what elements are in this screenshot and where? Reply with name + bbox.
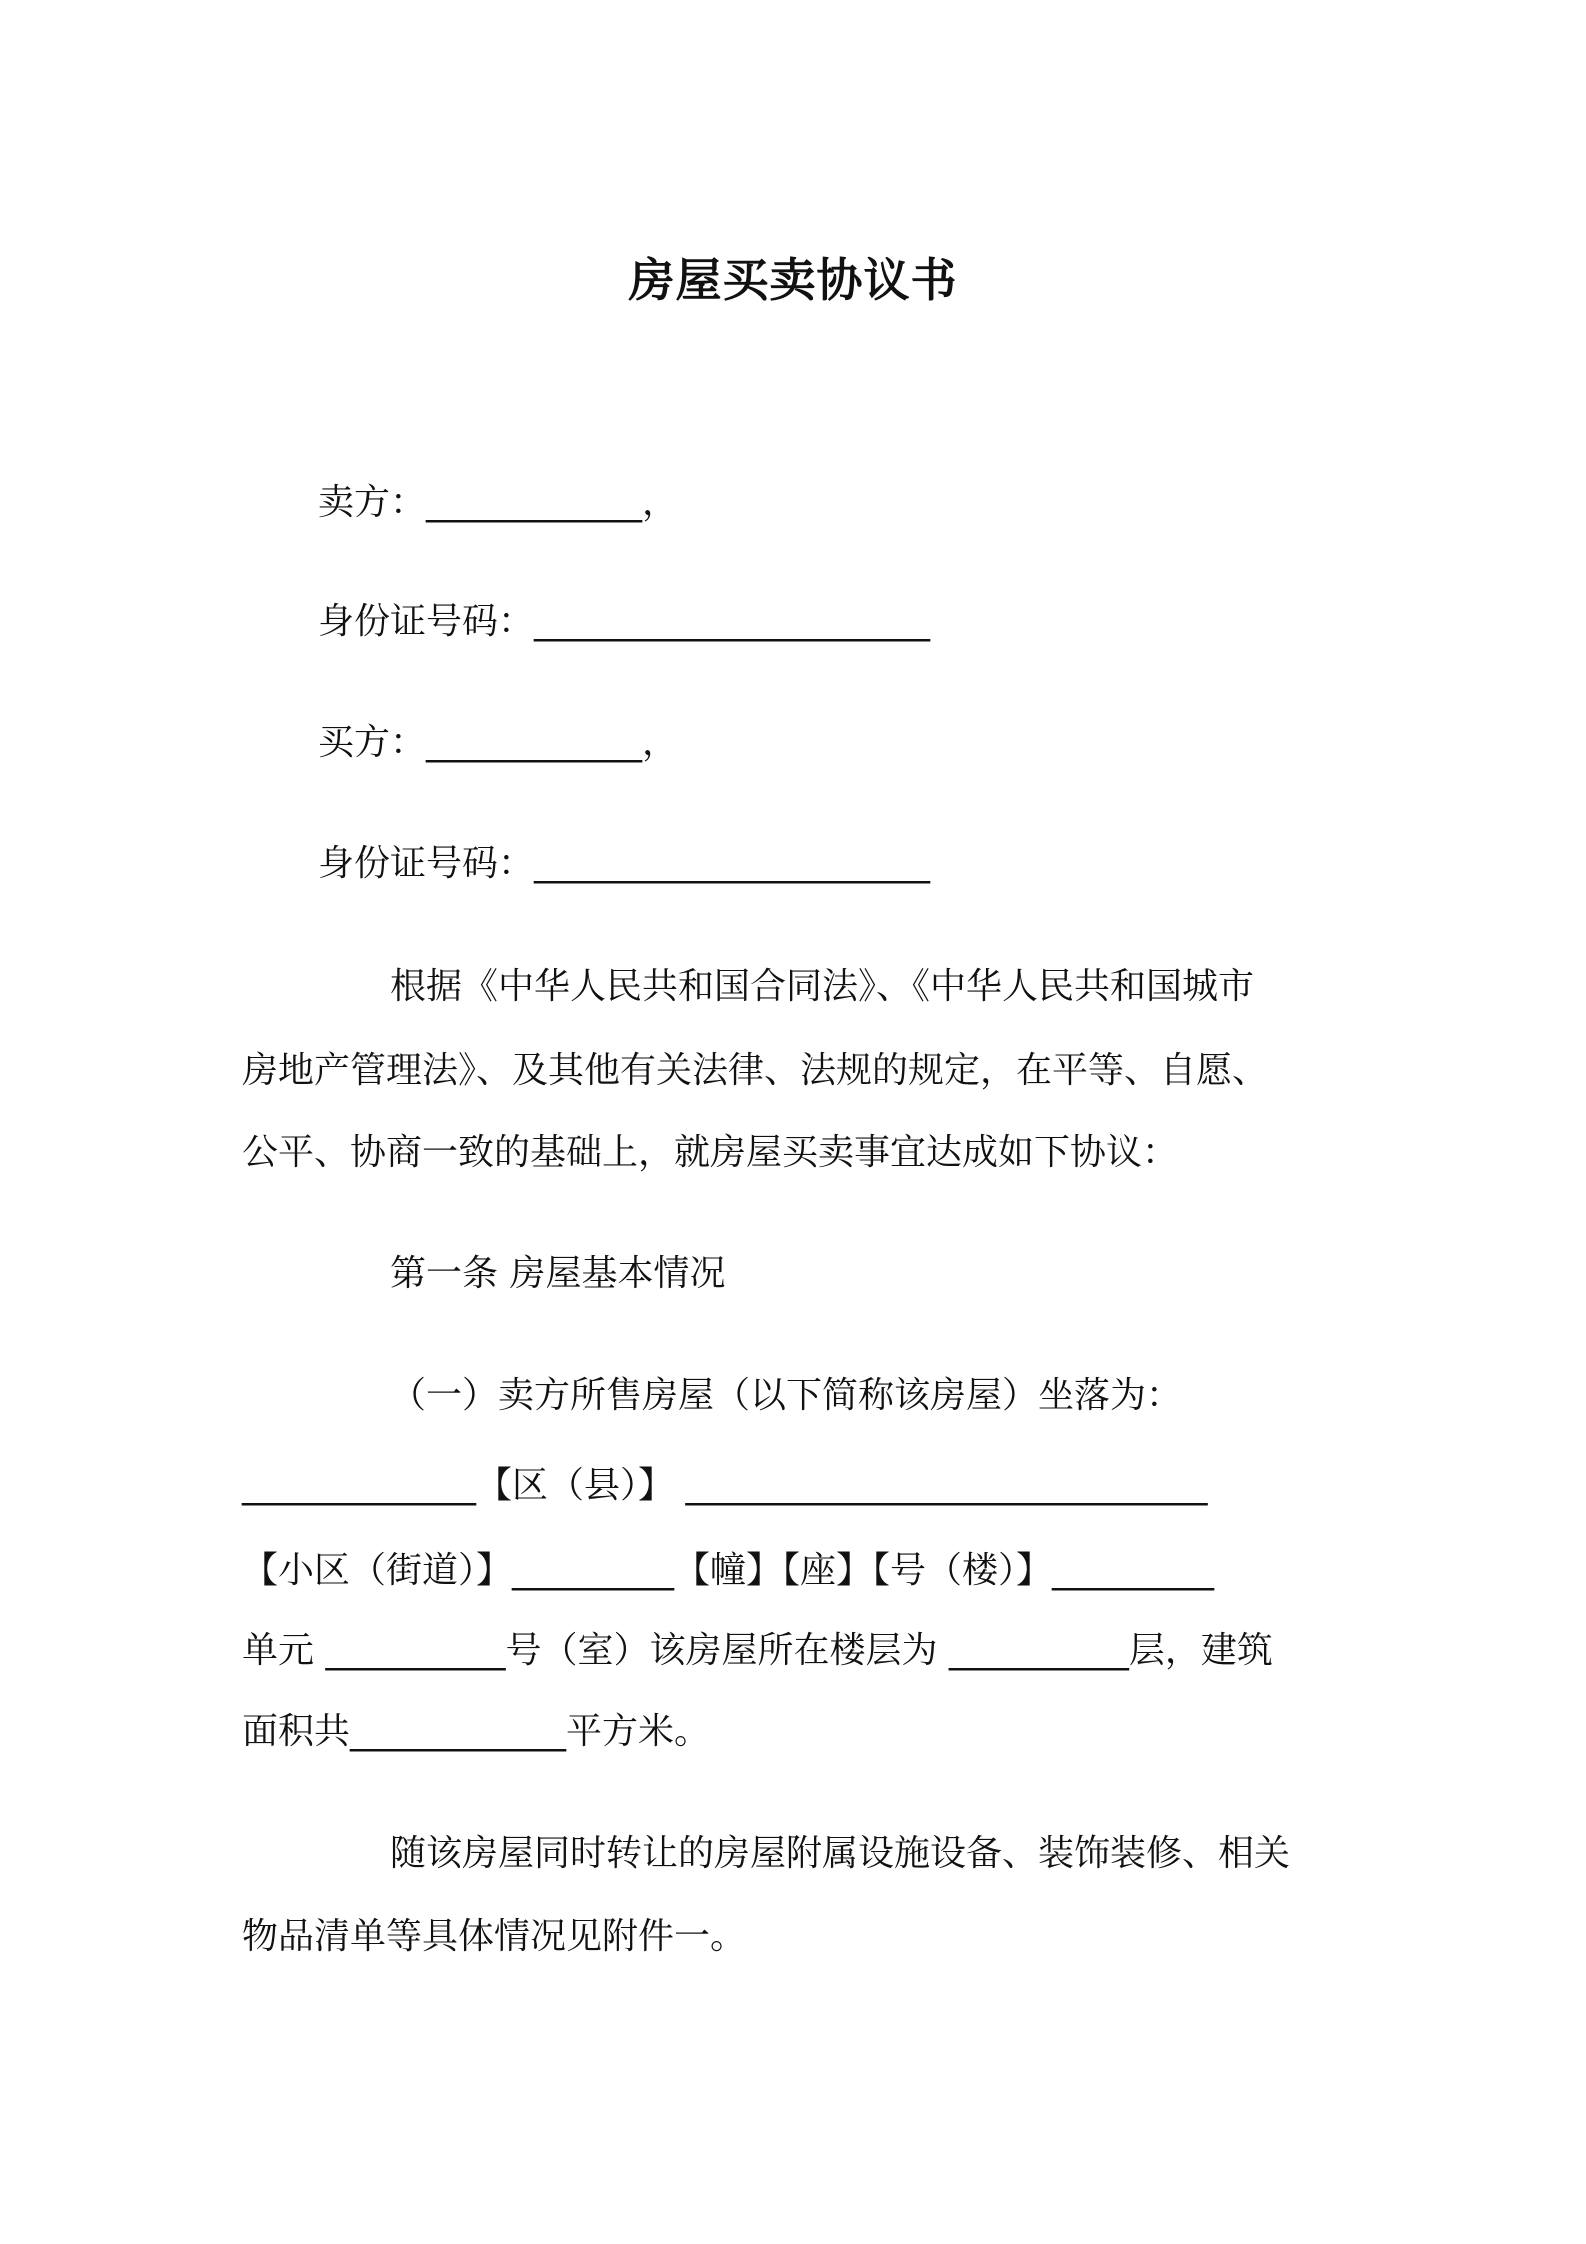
clause1-line-4: 面积共____________平方米。 bbox=[242, 1711, 711, 1752]
clause1-line-1: _____________【区（县）】 _____________________________ bbox=[242, 1465, 1208, 1506]
buyer-id-line: 身份证号码：______________________ bbox=[318, 843, 931, 884]
seller-line: 卖方：____________， bbox=[318, 482, 679, 523]
preamble-line-3: 公平、协商一致的基础上，就房屋买卖事宜达成如下协议： bbox=[242, 1132, 1179, 1173]
buyer-line: 买方：____________， bbox=[318, 722, 679, 763]
attachments-line-2: 物品清单等具体情况见附件一。 bbox=[242, 1916, 747, 1957]
clause1-line-3: 单元 __________号（室）该房屋所在楼层为 __________层，建筑 bbox=[242, 1630, 1273, 1671]
preamble-line-1: 根据《中华人民共和国合同法》、《中华人民共和国城市 bbox=[390, 966, 1255, 1007]
clause1-line-2: 【小区（街道）】_________【幢】【座】【号（楼）】_________ bbox=[242, 1550, 1215, 1591]
clause1-intro: （一）卖方所售房屋（以下简称该房屋）坐落为： bbox=[390, 1375, 1183, 1416]
attachments-line-1: 随该房屋同时转让的房屋附属设施设备、装饰装修、相关 bbox=[390, 1833, 1291, 1874]
article1-heading: 第一条 房屋基本情况 bbox=[390, 1253, 726, 1294]
document-title: 房屋买卖协议书 bbox=[628, 253, 958, 307]
preamble-line-2: 房地产管理法》、及其他有关法律、法规的规定，在平等、自愿、 bbox=[242, 1050, 1269, 1091]
seller-id-line: 身份证号码：______________________ bbox=[318, 601, 931, 642]
